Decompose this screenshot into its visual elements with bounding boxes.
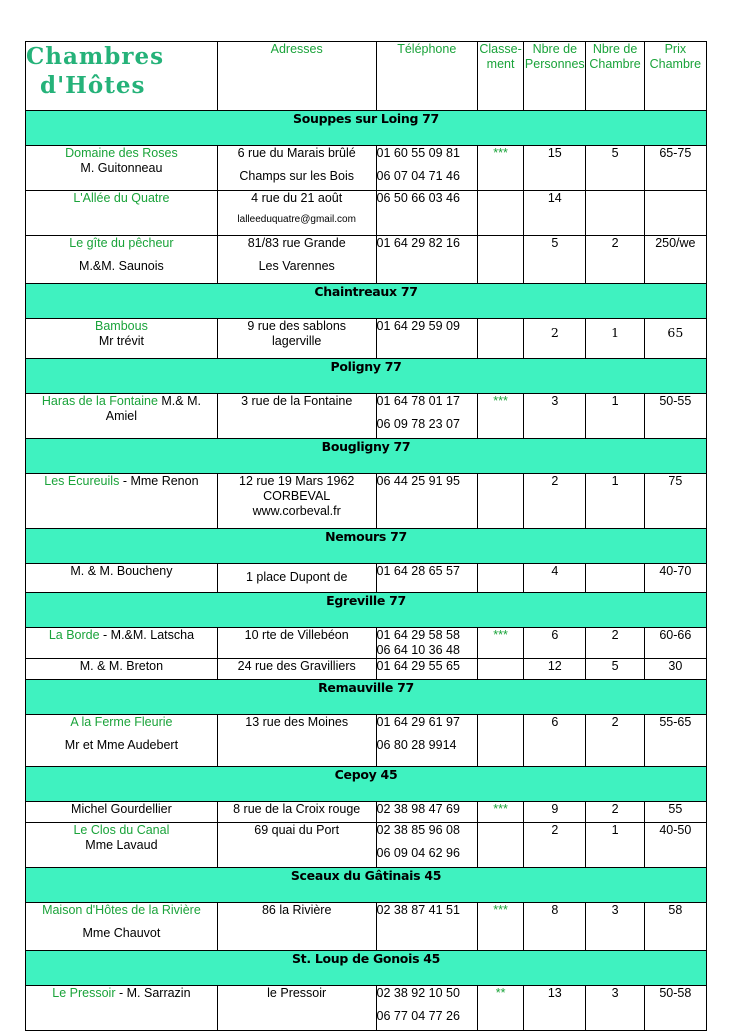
listing-row	[26, 802, 707, 823]
listing-owner: Mr et Mme Audebert	[64, 738, 179, 752]
cell-prix: 55-65	[644, 715, 706, 767]
listing-owner: Mme Chauvot	[82, 926, 161, 940]
address-line-1: 8 rue de la Croix rouge	[233, 802, 361, 816]
listing-row	[26, 394, 707, 439]
address-line-1: 4 rue du 21 août	[251, 191, 343, 205]
cell-personnes: 2	[524, 823, 586, 868]
listing-row	[26, 659, 707, 680]
cell-chambres: 2	[586, 628, 644, 659]
listing-name-cell	[26, 474, 218, 529]
listing-name: Haras de la Fontaine	[41, 394, 158, 408]
address-line-1: 6 rue du Marais brûlé	[237, 146, 356, 160]
page-title	[26, 42, 218, 111]
listing-owner: Mme Lavaud	[85, 838, 158, 852]
cell-chambres: 1	[586, 474, 644, 529]
address-cell	[217, 564, 376, 593]
col-header-telephone: Téléphone	[376, 42, 477, 111]
address-line-1: 1 place Dupont de	[245, 570, 348, 584]
section-town: Bougligny 77	[26, 439, 707, 474]
listing-row	[26, 628, 707, 659]
listing-owner: - Mme Renon	[122, 474, 199, 488]
phone-cell	[376, 394, 477, 439]
listing-name: Maison d'Hôtes de la Rivière	[42, 903, 201, 917]
cell-personnes: 8	[524, 903, 586, 951]
phone-2: 06 09 78 23 07	[376, 417, 460, 431]
listing-owner: M. & M. Boucheny	[70, 564, 173, 578]
phone-2: 06 77 04 77 26	[376, 1009, 460, 1023]
cell-prix: 30	[644, 659, 706, 680]
section-header-row	[26, 767, 707, 802]
cell-personnes: 13	[524, 986, 586, 1031]
listing-name: Bambous	[95, 319, 148, 333]
address-cell	[217, 474, 376, 529]
phone-cell	[376, 236, 477, 284]
lodging-table	[25, 41, 707, 1031]
cell-chambres: 5	[586, 659, 644, 680]
classement-stars: ***	[477, 146, 523, 191]
col-header-chambre: Nbre de Chambre	[586, 42, 644, 111]
cell-prix: 50-55	[644, 394, 706, 439]
phone-1: 01 64 29 61 97	[376, 715, 460, 729]
cell-personnes: 6	[524, 628, 586, 659]
phone-2: 06 64 10 36 48	[376, 643, 460, 657]
cell-chambres: 3	[586, 986, 644, 1031]
section-header-row	[26, 111, 707, 146]
cell-chambres: 1	[586, 319, 644, 359]
address-line-1: 12 rue 19 Mars 1962	[239, 474, 355, 488]
listing-name-cell	[26, 394, 218, 439]
classement-stars	[477, 715, 523, 767]
address-line-2: Les Varennes	[258, 259, 335, 273]
address-line-1: 81/83 rue Grande	[247, 236, 346, 250]
listing-row	[26, 236, 707, 284]
section-town: Sceaux du Gâtinais 45	[26, 868, 707, 903]
classement-stars	[477, 564, 523, 593]
classement-stars: ***	[477, 903, 523, 951]
cell-personnes: 6	[524, 715, 586, 767]
cell-personnes: 5	[524, 236, 586, 284]
listing-owner: - M.&M. Latscha	[103, 628, 195, 642]
phone-1: 01 64 28 65 57	[376, 564, 460, 578]
section-town: St. Loup de Gonois 45	[26, 951, 707, 986]
cell-prix: 60-66	[644, 628, 706, 659]
classement-stars: ***	[477, 802, 523, 823]
cell-prix: 58	[644, 903, 706, 951]
cell-chambres: 2	[586, 802, 644, 823]
phone-2: 06 09 04 62 96	[376, 846, 460, 860]
cell-chambres: 1	[586, 394, 644, 439]
phone-1: 01 64 29 82 16	[376, 236, 460, 250]
address-line-1: 86 la Rivière	[261, 903, 332, 917]
phone-2: 06 80 28 9914	[376, 738, 457, 752]
listing-owner: Mr trévit	[98, 334, 144, 348]
address-cell	[217, 319, 376, 359]
phone-cell	[376, 564, 477, 593]
listing-owner: - M. Sarrazin	[119, 986, 191, 1000]
address-cell	[217, 903, 376, 951]
classement-stars	[477, 319, 523, 359]
address-line-1: le Pressoir	[267, 986, 327, 1000]
listing-name: L'Allée du Quatre	[73, 191, 170, 205]
cell-chambres: 3	[586, 903, 644, 951]
phone-cell	[376, 802, 477, 823]
listing-owner: M. Guitonneau	[80, 161, 163, 175]
phone-cell	[376, 715, 477, 767]
phone-cell	[376, 628, 477, 659]
phone-1: 06 44 25 91 95	[376, 474, 460, 488]
address-line-2: lagerville	[272, 334, 322, 348]
listing-owner: M. & M. Breton	[79, 659, 164, 673]
cell-chambres: 5	[586, 146, 644, 191]
classement-stars: ***	[477, 628, 523, 659]
address-cell	[217, 191, 376, 236]
address-cell	[217, 236, 376, 284]
listing-name: Le gîte du pêcheur	[69, 236, 174, 250]
section-header-row	[26, 868, 707, 903]
phone-cell	[376, 659, 477, 680]
cell-prix: 75	[644, 474, 706, 529]
address-line-1: 3 rue de la Fontaine	[241, 394, 353, 408]
phone-1: 06 50 66 03 46	[376, 191, 460, 205]
phone-1: 02 38 85 96 08	[376, 823, 460, 837]
cell-prix: 40-70	[644, 564, 706, 593]
cell-prix	[644, 191, 706, 236]
listing-name-cell	[26, 903, 218, 951]
phone-1: 02 38 98 47 69	[376, 802, 460, 816]
listing-row	[26, 903, 707, 951]
phone-cell	[376, 146, 477, 191]
phone-1: 01 64 78 01 17	[376, 394, 460, 408]
address-line-2: CORBEVAL	[263, 489, 331, 503]
section-town: Souppes sur Loing 77	[26, 111, 707, 146]
listing-row	[26, 146, 707, 191]
cell-prix: 65	[644, 319, 706, 359]
listing-name-cell	[26, 823, 218, 868]
cell-chambres: 2	[586, 715, 644, 767]
col-header-classement: Classe- ment	[477, 42, 523, 111]
cell-personnes: 4	[524, 564, 586, 593]
address-cell	[217, 823, 376, 868]
address-line-1: 24 rue des Gravilliers	[237, 659, 356, 673]
address-cell	[217, 628, 376, 659]
listing-name-cell	[26, 564, 218, 593]
classement-stars	[477, 191, 523, 236]
listing-name-cell	[26, 659, 218, 680]
listing-name: La Borde	[48, 628, 100, 642]
phone-1: 01 64 29 59 09	[376, 319, 460, 333]
classement-stars	[477, 474, 523, 529]
col-header-personnes: Nbre de Personnes	[524, 42, 586, 111]
cell-personnes: 12	[524, 659, 586, 680]
cell-chambres: 2	[586, 236, 644, 284]
listing-owner: M.& M. Amiel	[105, 394, 201, 423]
section-header-row	[26, 284, 707, 319]
title-line-2: d'Hôtes	[40, 72, 146, 99]
section-header-row	[26, 593, 707, 628]
listing-name: Le Pressoir	[52, 986, 116, 1000]
classement-stars	[477, 823, 523, 868]
classement-stars	[477, 236, 523, 284]
listing-row	[26, 191, 707, 236]
section-header-row	[26, 951, 707, 986]
phone-cell	[376, 474, 477, 529]
phone-cell	[376, 191, 477, 236]
cell-personnes: 15	[524, 146, 586, 191]
section-town: Nemours 77	[26, 529, 707, 564]
section-town: Remauville 77	[26, 680, 707, 715]
section-header-row	[26, 680, 707, 715]
phone-cell	[376, 903, 477, 951]
cell-prix: 50-58	[644, 986, 706, 1031]
address-cell	[217, 146, 376, 191]
address-line-1: 13 rue des Moines	[245, 715, 349, 729]
cell-personnes: 2	[524, 474, 586, 529]
listing-owner: Michel Gourdellier	[71, 802, 172, 816]
header-row	[26, 42, 707, 111]
section-town: Chaintreaux 77	[26, 284, 707, 319]
classement-stars	[477, 659, 523, 680]
listing-name-cell	[26, 628, 218, 659]
address-line-1: 9 rue des sablons	[247, 319, 347, 333]
address-line-1: 69 quai du Port	[254, 823, 340, 837]
listing-row	[26, 715, 707, 767]
listing-name: Les Ecureuils	[44, 474, 120, 488]
title-line-1: Chambres	[26, 43, 165, 70]
cell-personnes: 9	[524, 802, 586, 823]
cell-prix: 55	[644, 802, 706, 823]
listing-row	[26, 564, 707, 593]
section-town: Cepoy 45	[26, 767, 707, 802]
listing-name-cell	[26, 146, 218, 191]
section-header-row	[26, 359, 707, 394]
listing-name: Domaine des Roses	[65, 146, 178, 160]
listing-name-cell	[26, 236, 218, 284]
col-header-adresses: Adresses	[217, 42, 376, 111]
address-cell	[217, 394, 376, 439]
listing-owner: M.&M. Saunois	[79, 259, 164, 273]
listing-name: Le Clos du Canal	[73, 823, 170, 837]
section-town: Poligny 77	[26, 359, 707, 394]
cell-personnes: 2	[524, 319, 586, 359]
cell-personnes: 3	[524, 394, 586, 439]
cell-prix: 250/we	[644, 236, 706, 284]
phone-1: 02 38 87 41 51	[376, 903, 460, 917]
listing-name-cell	[26, 802, 218, 823]
section-header-row	[26, 439, 707, 474]
listing-name: A la Ferme Fleurie	[70, 715, 173, 729]
address-line-1: 10 rte de Villebéon	[244, 628, 349, 642]
phone-1: 02 38 92 10 50	[376, 986, 460, 1000]
cell-chambres: 1	[586, 823, 644, 868]
listing-name-cell	[26, 191, 218, 236]
listing-row	[26, 474, 707, 529]
phone-1: 01 64 29 58 58	[376, 628, 460, 642]
section-header-row	[26, 529, 707, 564]
cell-chambres	[586, 191, 644, 236]
classement-stars: **	[477, 986, 523, 1031]
address-line-2: lalleeduquatre@gmail.com	[237, 214, 356, 225]
address-cell	[217, 659, 376, 680]
col-header-prix: Prix Chambre	[644, 42, 706, 111]
listing-row	[26, 823, 707, 868]
cell-chambres	[586, 564, 644, 593]
address-line-3: www.corbeval.fr	[252, 504, 341, 518]
address-line-2: Champs sur les Bois	[239, 169, 354, 183]
section-town: Egreville 77	[26, 593, 707, 628]
listing-name-cell	[26, 319, 218, 359]
address-cell	[217, 802, 376, 823]
phone-cell	[376, 319, 477, 359]
cell-prix: 40-50	[644, 823, 706, 868]
listing-row	[26, 319, 707, 359]
classement-stars: ***	[477, 394, 523, 439]
phone-2: 06 07 04 71 46	[376, 169, 460, 183]
phone-1: 01 60 55 09 81	[376, 146, 460, 160]
phone-cell	[376, 823, 477, 868]
phone-1: 01 64 29 55 65	[376, 659, 460, 673]
listing-name-cell	[26, 715, 218, 767]
address-cell	[217, 715, 376, 767]
cell-personnes: 14	[524, 191, 586, 236]
cell-prix: 65-75	[644, 146, 706, 191]
